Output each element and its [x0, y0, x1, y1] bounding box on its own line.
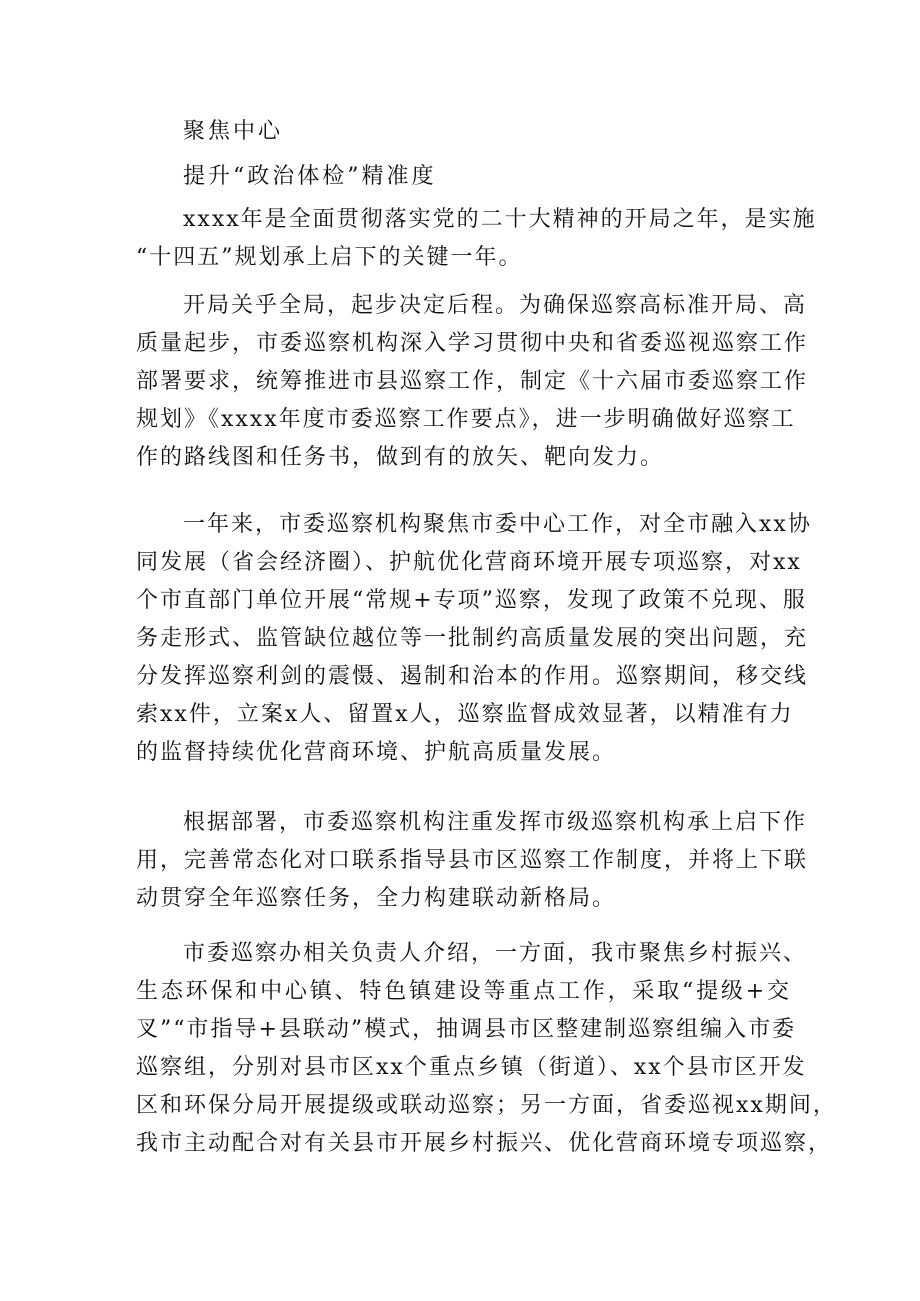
paragraph-line: 同发展（省会经济圈）、护航优化营商环境开展专项巡察，对xx [136, 550, 802, 575]
paragraph-2 [136, 287, 809, 477]
paragraph-line: 叉”“市指导+县联动”模式，抽调县市区整建制巡察组编入市委 [136, 1017, 797, 1042]
paragraph-line: 生态环保和中心镇、特色镇建设等重点工作，采取“提级+交 [136, 979, 791, 1004]
paragraph-line: 开局关乎全局，起步决定后程。为确保巡察高标准开局、高 [183, 293, 808, 318]
paragraph-4 [136, 804, 809, 918]
paragraph-line: 部署要求，统筹推进市县巡察工作，制定《十六届市委巡察工作 [136, 369, 809, 394]
paragraph-line: 巡察组，分别对县市区xx个重点乡镇（街道）、xx个县市区开发 [136, 1055, 807, 1080]
paragraph-line: 一年来，市委巡察机构聚焦市委中心工作，对全市融入xx协 [183, 512, 812, 537]
paragraph-line: 个市直部门单位开展“常规+专项”巡察，发现了政策不兑现、服 [136, 588, 807, 613]
paragraph-line: 分发挥巡察利剑的震慑、遏制和治本的作用。巡察期间，移交线 [136, 664, 809, 689]
paragraph-line: 市委巡察办相关负责人介绍，一方面，我市聚焦乡村振兴、 [183, 941, 808, 966]
paragraph-line: xxxx年是全面贯彻落实党的二十大精神的开局之年，是实施 [183, 207, 817, 232]
paragraph-line: 作的路线图和任务书，做到有的放矢、靶向发力。 [136, 445, 665, 470]
paragraph-3 [136, 506, 812, 772]
paragraph-5 [136, 935, 837, 1163]
paragraph-line: 务走形式、监管缺位越位等一批制约高质量发展的突出问题，充 [136, 626, 809, 651]
paragraph-line: 区和环保分局开展提级或联动巡察；另一方面，省委巡视xx期间， [136, 1093, 837, 1118]
paragraph-line: 我市主动配合对有关县市开展乡村振兴、优化营商环境专项巡察， [136, 1131, 833, 1156]
paragraph-1 [136, 201, 817, 277]
paragraph-line: 动贯穿全年巡察任务，全力构建联动新格局。 [136, 886, 617, 911]
paragraph-line: 质量起步，市委巡察机构深入学习贯彻中央和省委巡视巡察工作 [136, 331, 809, 356]
paragraph-line: 根据部署，市委巡察机构注重发挥市级巡察机构承上启下作 [183, 810, 808, 835]
paragraph-line: 的监督持续优化营商环境、护航高质量发展。 [136, 740, 617, 765]
paragraph-line: 索xx件，立案x人、留置x人，巡察监督成效显著，以精准有力 [136, 702, 794, 727]
subheading-political-checkup: 提升“政治体检”精准度 [183, 164, 437, 189]
paragraph-line: 用，完善常态化对口联系指导县市区巡察工作制度，并将上下联 [136, 848, 809, 873]
paragraph-line: “十四五”规划承上启下的关键一年。 [136, 245, 523, 270]
subheading-focus-center: 聚焦中心 [183, 119, 284, 144]
paragraph-line: 规划》《xxxx年度市委巡察工作要点》，进一步明确做好巡察工 [136, 407, 796, 432]
